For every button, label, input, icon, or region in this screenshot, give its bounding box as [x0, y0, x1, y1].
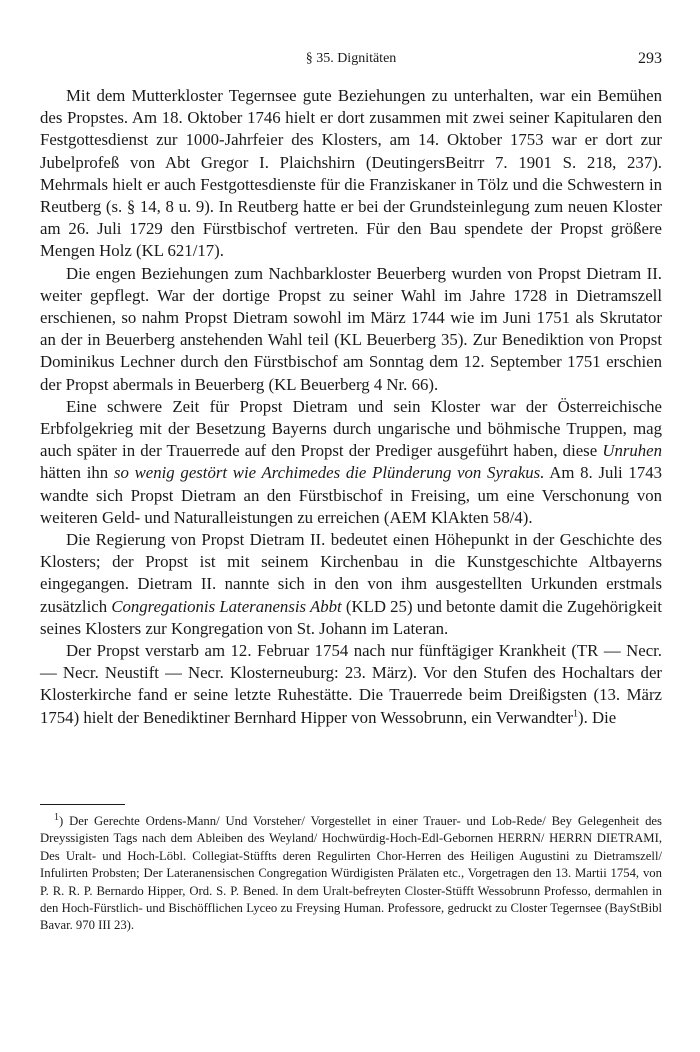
- title-congregationis: Congregationis Lateranensis Abbt: [111, 596, 342, 616]
- page-number: 293: [638, 50, 662, 67]
- paragraph-5-end: ). Die: [578, 707, 617, 727]
- section-title: § 35. Dignitäten: [305, 51, 397, 66]
- paragraph-2: Die engen Beziehungen zum Nachbarkloster Beuerberg wurden von Propst Dietram II. weiter gepflegt. War der dortige Propst zu seiner Wahl im Jahre 1728 in Dietramszell erschienen, so nahm Propst Dietram sowohl im März 1744 wie im Juni 1751 als Skrutator an der in Beuerberg anstehenden Wahl teil (KL Beuerberg 35). Zur Benediktion von Propst Dominikus Lechner durch den Fürstbischof am Sonntag dem 12. September 1751 erschien der Propst abermals in Beuerberg (KL Beuerberg 4 Nr. 66).: [40, 263, 662, 394]
- paragraph-4: [40, 529, 662, 640]
- paragraph-1: Mit dem Mutterkloster Tegernsee gute Beziehungen zu unterhalten, war ein Bemühen des Propstes. Am 18. Oktober 1746 hielt er dort zusammen mit zwei seiner Kapitularen den Festgottesdienst zur 1000-Jahrfeier des Klosters, am 14. Oktober 1753 war er dort zur Jubelprofeß von Abt Gregor I. Plaichshirn (DeutingersBeitrr 7. 1901 S. 218, 237). Mehrmals hielt er auch Festgottesdienste für die Franziskaner in Tölz und die Schwestern in Reutberg (s. § 14, 8 u. 9). In Reutberg hatte er bei der Grundsteinlegung zum neuen Kloster am 26. Juli 1729 den Fürstbischof vertreten. Für den Bau spendete der Propst größere Mengen Holz (KL 621/17).: [40, 86, 662, 261]
- paragraph-3: [40, 396, 662, 529]
- paragraph-4-text-a: Die Regierung von Propst Dietram II. bedeutet einen Höhepunkt in der Geschichte des Klosters; der Propst ist mit seinem Kirchenbau in die Kunstgeschichte Altbayerns eingegangen. Dietram II. nannte sich in den von ihm ausgestellten Urkunden erstmals zusätzlich: [40, 530, 662, 616]
- paragraph-3-text-a: Eine schwere Zeit für Propst Dietram und sein Kloster war der Österreichische Erbfolgekrieg mit der Besetzung Bayerns durch ungarische und böhmische Truppen, mag auch später in der Trauerrede auf den Propst der Prediger ausgeführt haben, diese: [40, 396, 662, 461]
- paragraph-3-text-b: hätten ihn: [40, 463, 114, 483]
- footnote-reference: 1: [573, 708, 579, 720]
- footnote-text: ) Der Gerechte Ordens-Mann/ Und Vorsteher/ Vorgestellet in einer Trauer- und Lob-Rede/ Bey Gelegenheit des Dreyssigisten Tags nach dem Ableiben des Weyland/ Hochwürdig-Hoch-Edl-Gebornen HERRN/ HERRN DIETRAMI, Des Uralt- und Hoch-Löbl. Collegiat-Stüffts deren Regulirten Chor-Herren des Heiligen Augustini zu Dietramszell/ Infulirten Probsten; Der Lateranensischen Congregation Würdigisten Prälaten etc., Vorgetragen den 13. Martii 1754, von P. R. R. P. Bernardo Hipper, Ord. S. P. Bened. In dem Uralt-befreyten Closter-Stüfft Wessobrunn Professo, dermahlen in den Hoch-Fürstlich- und Bischöfflichen Lyceo zu Freysing Human. Professore, gedruckt zu Closter Tegernsee (BayStBibl Bavar. 970 III 23).: [40, 814, 662, 933]
- paragraph-3-text-c: Am 8. Juli 1743 wandte sich Propst Dietram an den Fürstbischof in Freising, um eine Verschonung von weiteren Geld- und Naturalleistungen zu erreichen (AEM KlAkten 58/4).: [40, 463, 662, 527]
- footnote-separator: [40, 804, 125, 805]
- body-text: [40, 85, 662, 729]
- paragraph-5: [40, 640, 662, 729]
- quote-archimedes: so wenig gestört wie Archimedes die Plünderung von Syrakus.: [113, 463, 545, 483]
- paragraph-5-text: Der Propst verstarb am 12. Februar 1754 nach nur fünftägiger Krankheit (TR — Necr. — Necr. Neustift — Necr. Klosterneuburg: 23. März). Vor den Stufen des Hochaltars der Klosterkirche fand er seine letzte Ruhestätte. Die Trauerrede beim Dreißigsten (13. März 1754) hielt der Benediktiner Bernhard Hipper von Wessobrunn, ein Verwandter: [40, 641, 662, 727]
- paragraph-4-text-b: (KLD 25) und betonte damit die Zugehörigkeit seines Klosters zur Kongregation von St. Johann im Lateran.: [40, 596, 662, 638]
- footnote: [40, 813, 662, 935]
- footnote-marker: 1: [54, 811, 59, 823]
- quote-unruhen: Unruhen: [602, 441, 662, 461]
